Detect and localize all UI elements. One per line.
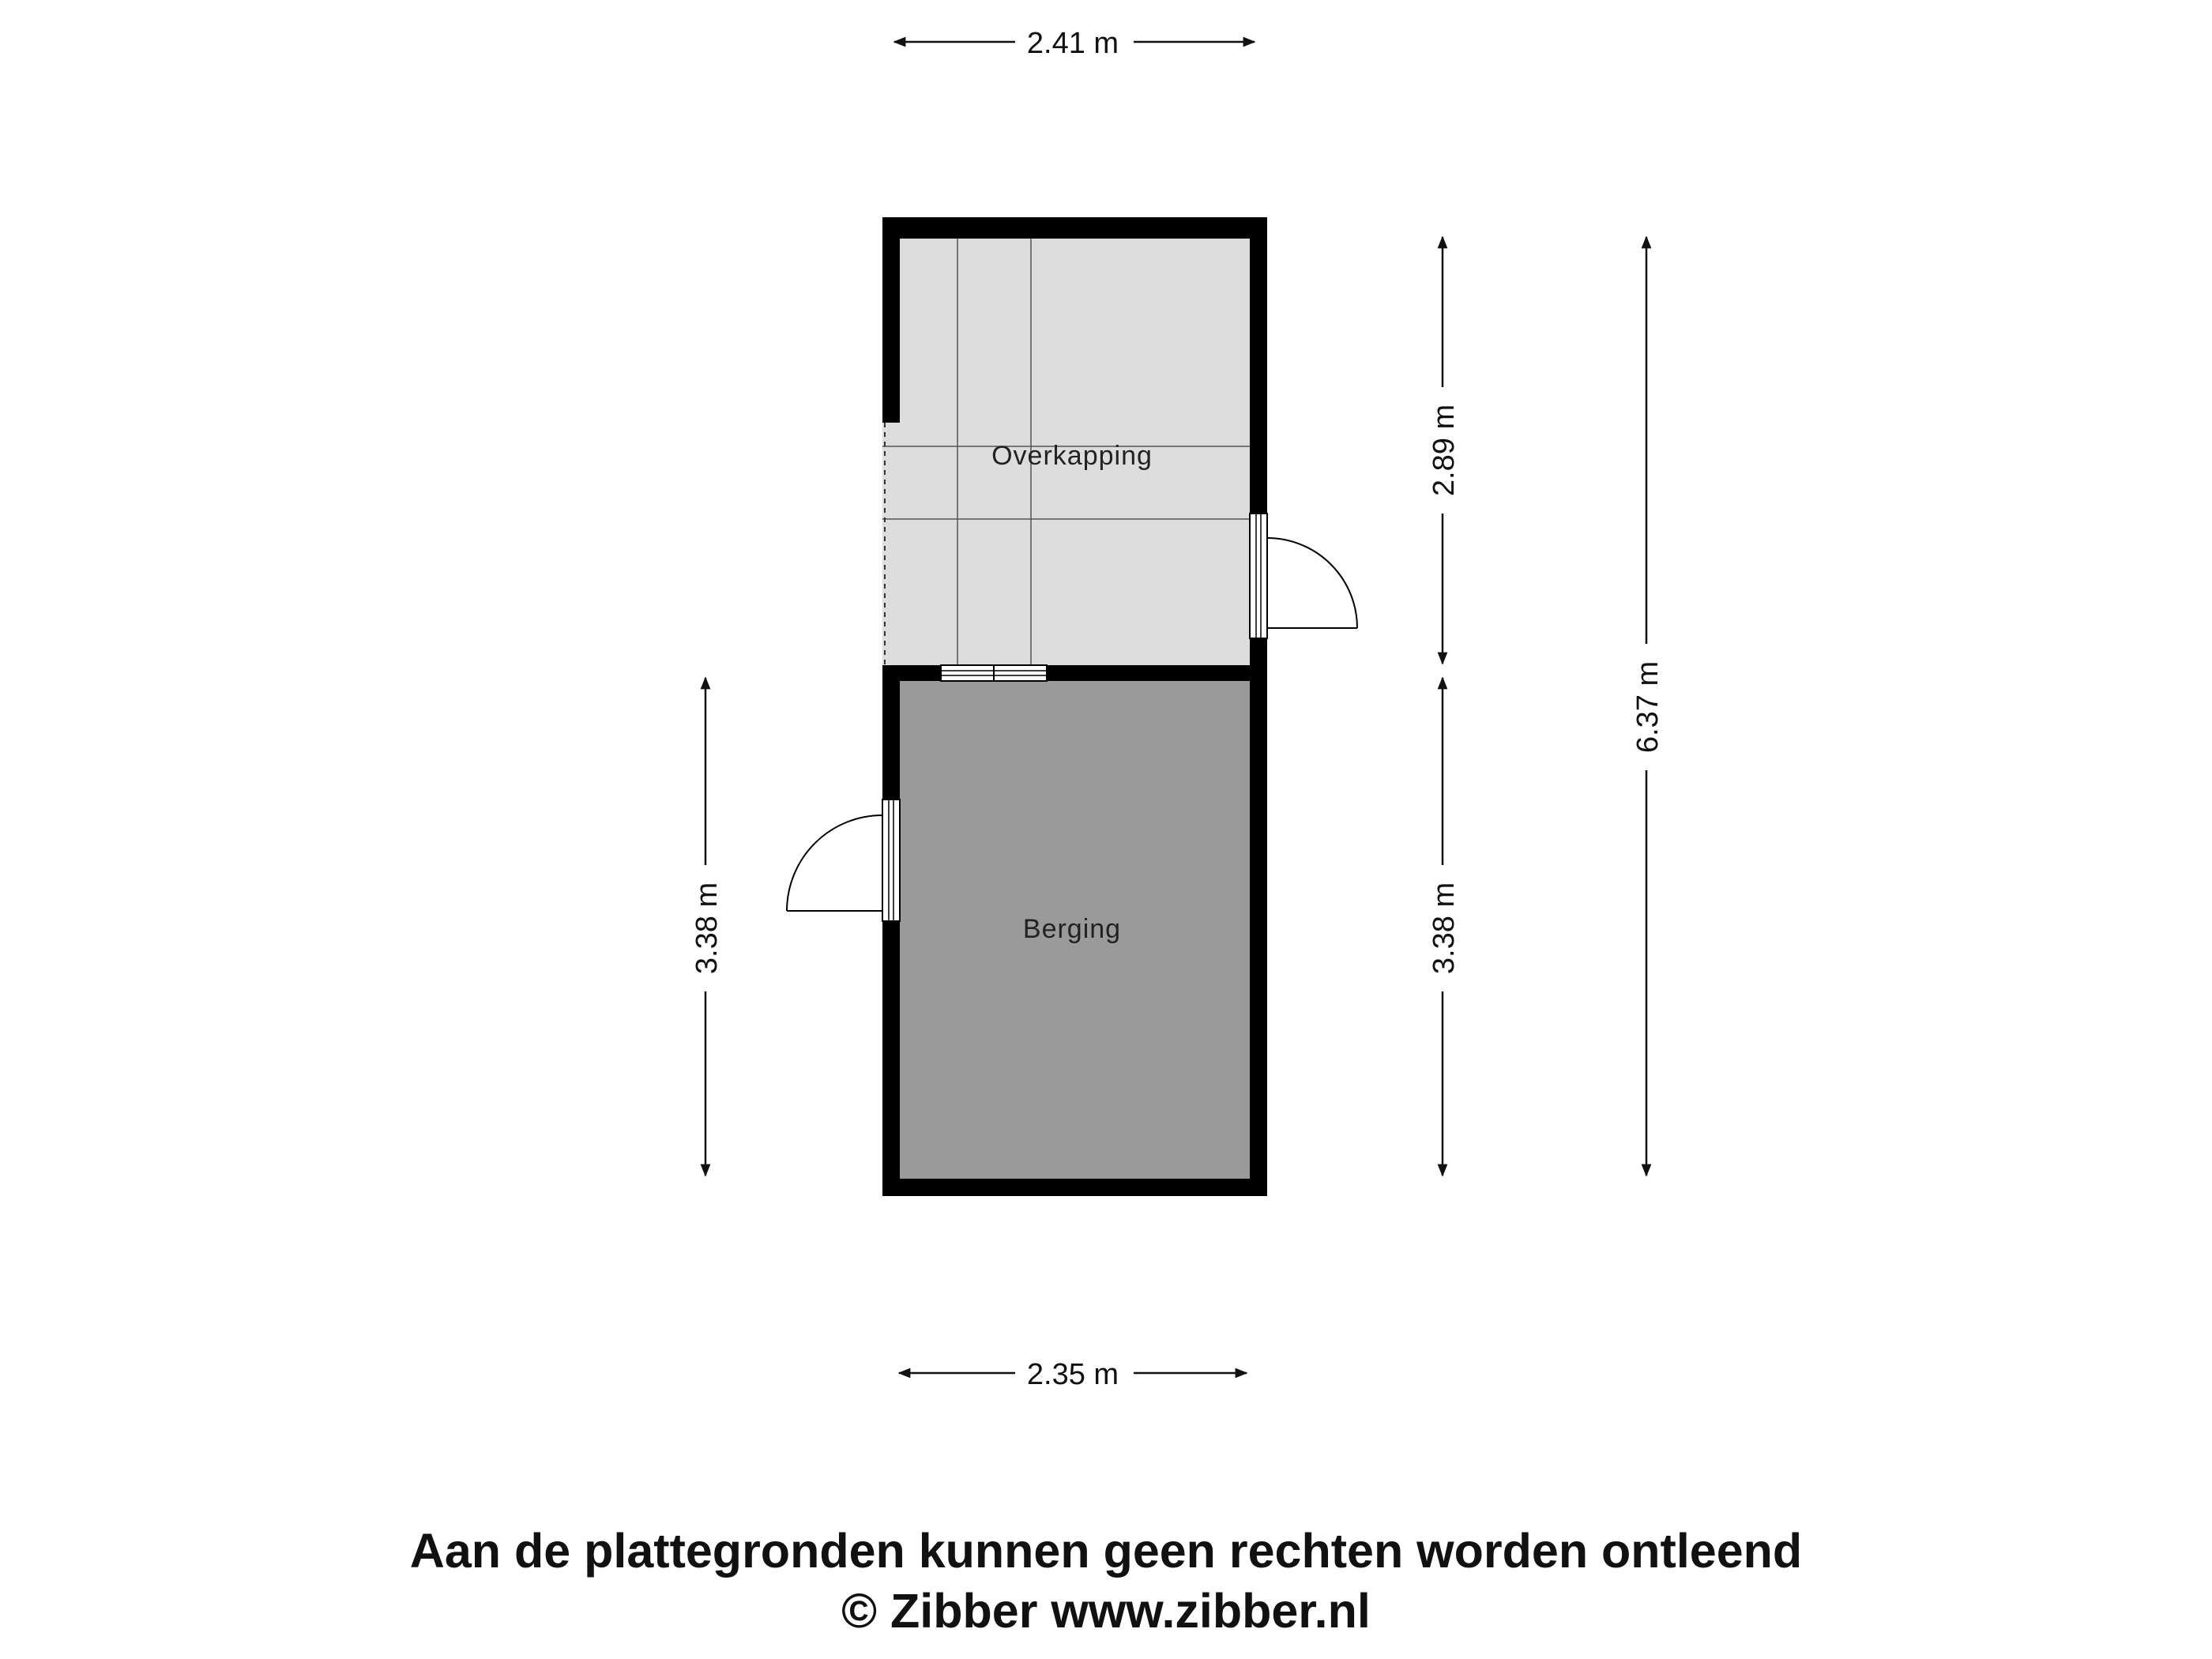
- footer: [0, 1521, 2212, 1641]
- room-label-overkapping: Overkapping: [991, 441, 1153, 471]
- dimension-label-total-height: 6.37 m: [1631, 660, 1665, 754]
- overkapping-door: [1250, 514, 1357, 638]
- dimension-label-left-height: 3.38 m: [690, 882, 724, 975]
- dimension-label-right-upper-height: 2.89 m: [1428, 404, 1461, 497]
- window-between-rooms: [941, 665, 1047, 681]
- room-label-berging: Berging: [1022, 914, 1122, 944]
- copyright-text: © Zibber www.zibber.nl: [841, 1584, 1371, 1638]
- disclaimer-text: Aan de plattegronden kunnen geen rechten worden ontleend: [409, 1524, 1803, 1578]
- room-berging: [787, 665, 1267, 1196]
- dimension-label-right-lower-height: 3.38 m: [1428, 882, 1461, 975]
- dimension-label-top-width: 2.41 m: [1026, 27, 1119, 60]
- berging-door: [787, 799, 900, 921]
- dimension-label-bottom-width: 2.35 m: [1026, 1358, 1119, 1391]
- room-overkapping: [882, 217, 1357, 670]
